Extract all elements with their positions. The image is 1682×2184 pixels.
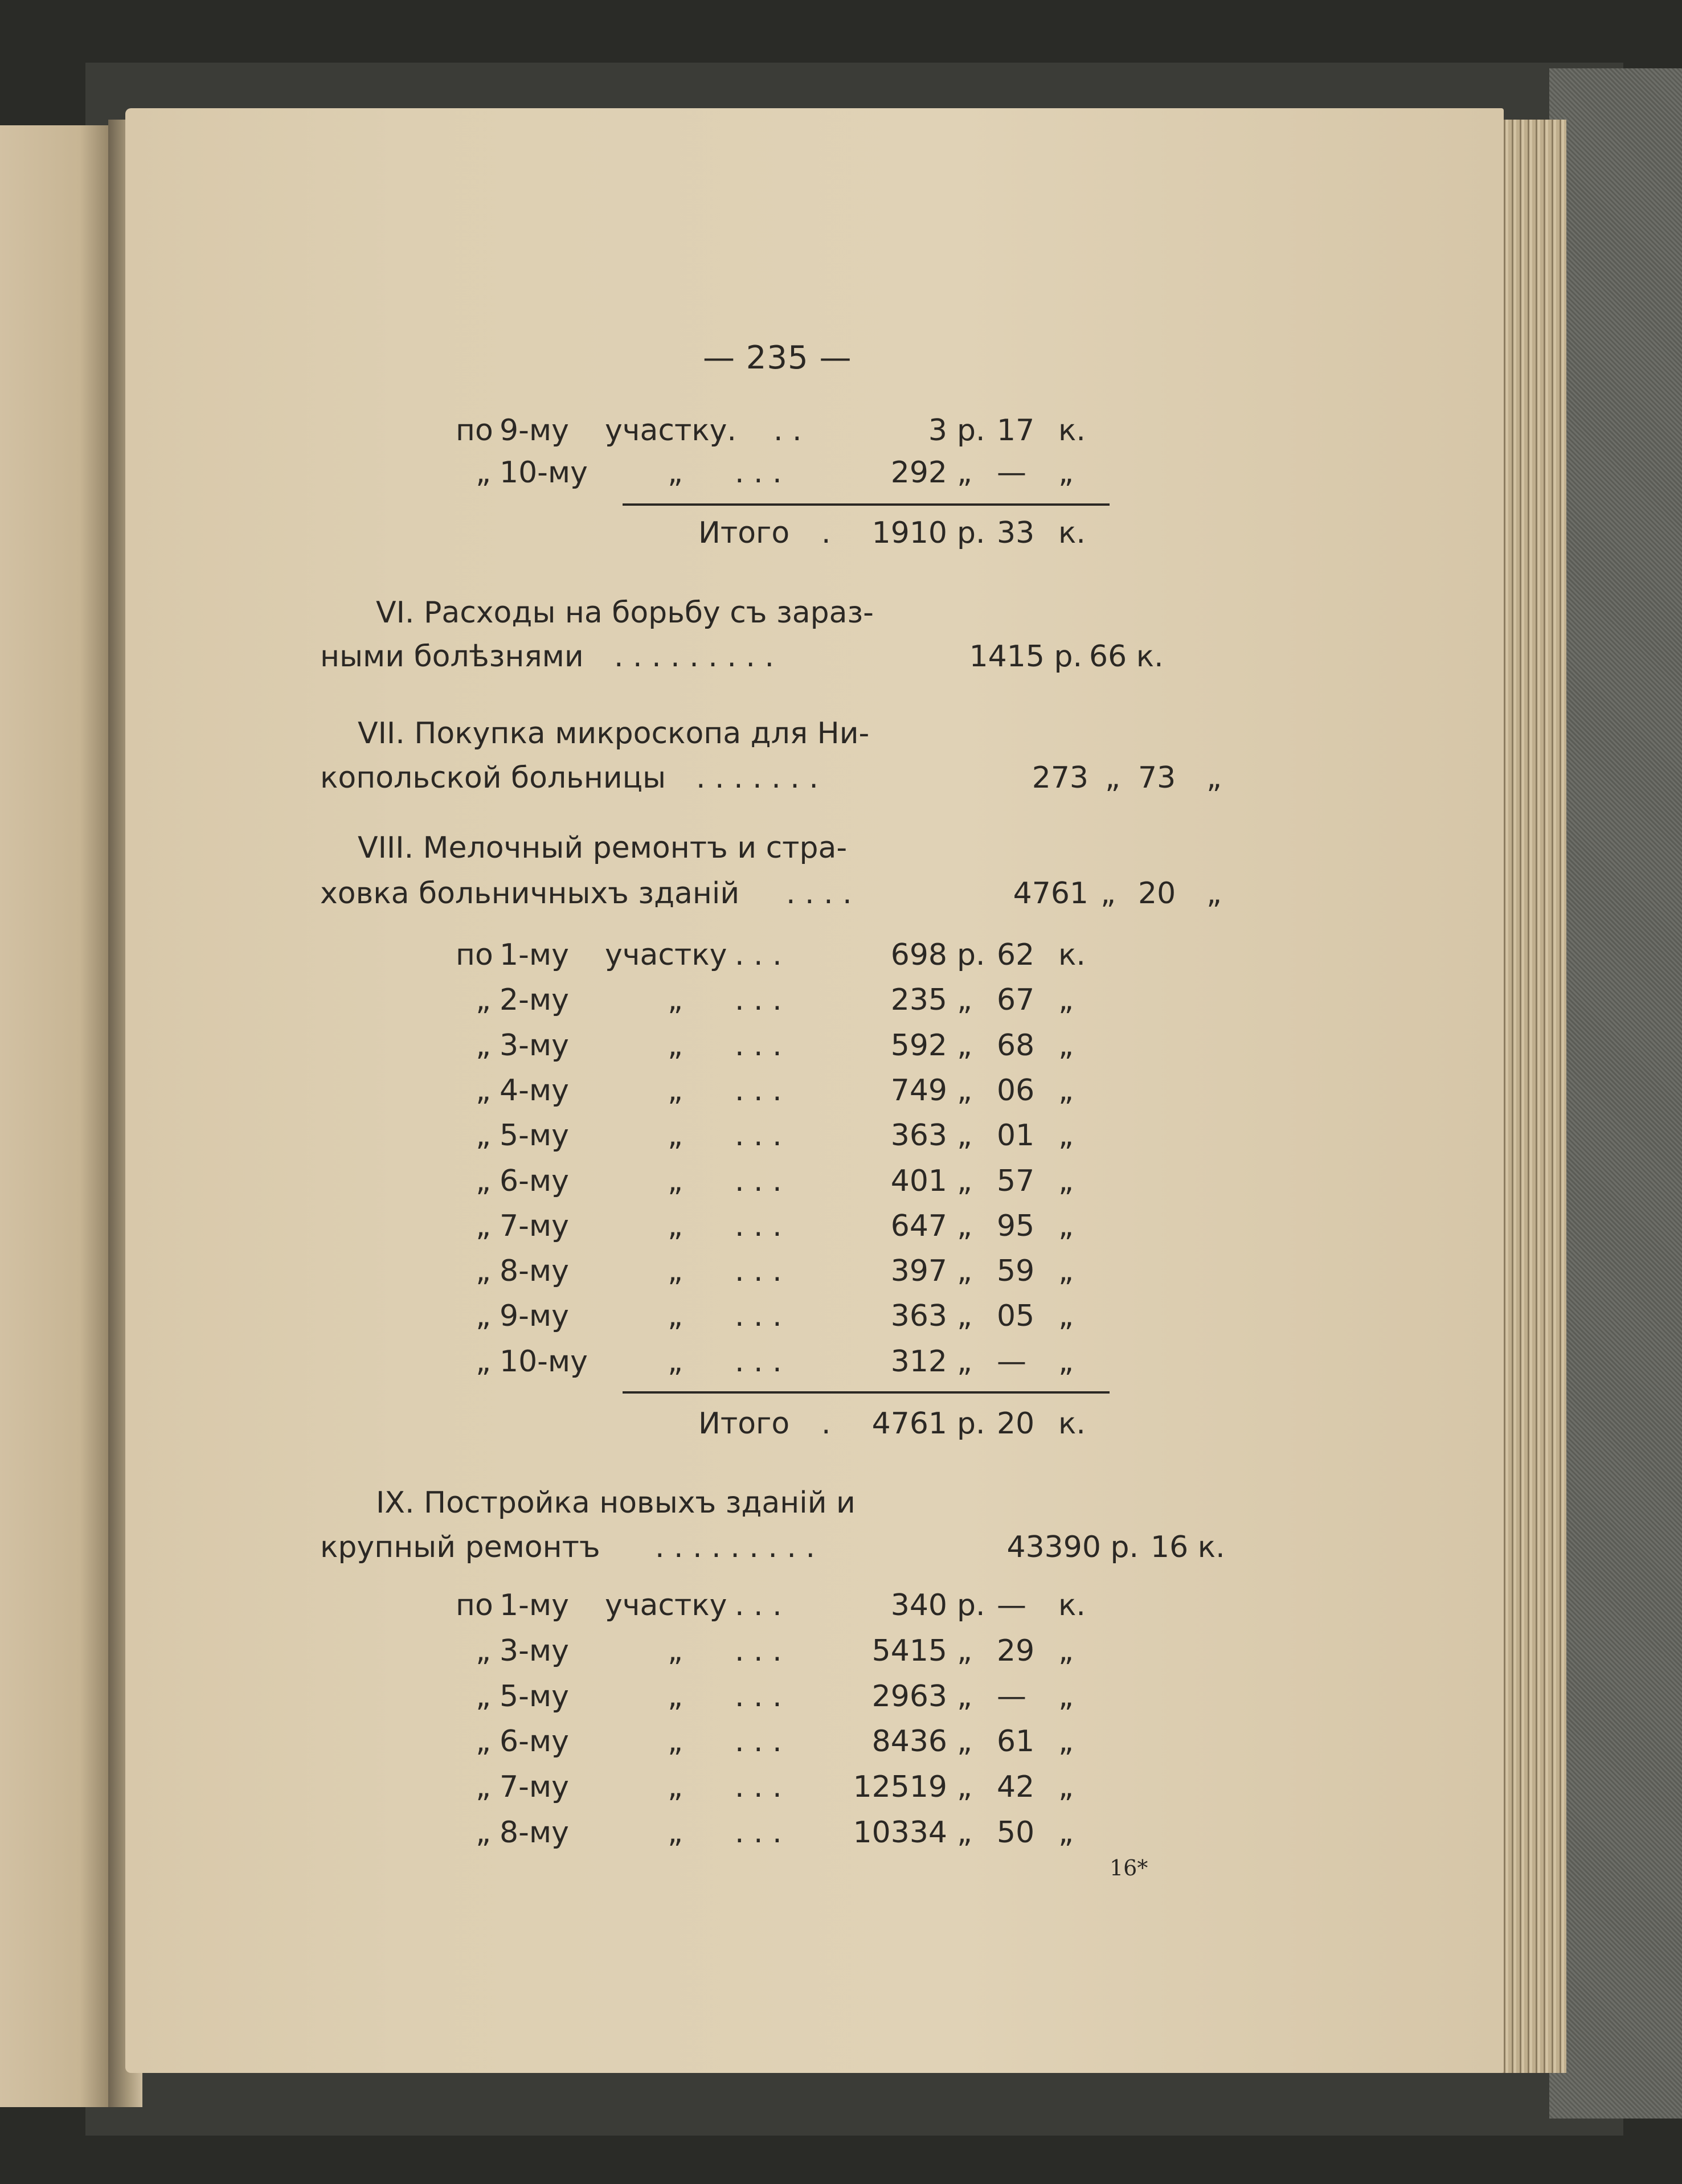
section-ix-title: крупный ремонтъ <box>320 1530 600 1564</box>
total-amount: 4761 <box>871 1407 947 1441</box>
row-kop-unit: „ <box>1058 1344 1074 1379</box>
row-rub: „ <box>957 1118 972 1153</box>
section-vii-dots: . . . . . . . <box>696 761 819 795</box>
section-vi-kop: 66 к. <box>1089 640 1164 674</box>
row-rub: „ <box>957 456 972 490</box>
row-rub: „ <box>957 1073 972 1108</box>
row-ditto: „ <box>668 1163 683 1198</box>
row-amount: 749 <box>890 1073 947 1108</box>
row-prefix: „ <box>476 1816 491 1850</box>
row-ditto: „ <box>668 1344 683 1379</box>
row-kop-unit: „ <box>1058 1633 1074 1668</box>
row-amount: 363 <box>890 1118 947 1153</box>
row-rub: р. <box>957 938 985 972</box>
row-kop: 95 <box>997 1208 1035 1243</box>
row-ditto: „ <box>668 1816 683 1850</box>
row-district: 5-му <box>500 1118 569 1153</box>
row-dots: . . . <box>735 1679 782 1714</box>
row-prefix: „ <box>476 1073 491 1108</box>
total-label: Итого <box>698 516 790 550</box>
section-ix-dots: . . . . . . . . . <box>655 1530 815 1564</box>
section-vi-dots: . . . . . . . . . <box>614 640 774 674</box>
row-kop: — <box>997 456 1026 490</box>
row-district: 8-му <box>500 1816 569 1850</box>
row-rub: „ <box>957 1724 972 1759</box>
total-rub: р. <box>957 516 985 550</box>
row-district: 2-му <box>500 983 569 1018</box>
section-vi-line2 <box>0 637 1682 677</box>
row-kop: 06 <box>997 1073 1035 1108</box>
row-ditto: „ <box>668 1724 683 1759</box>
section-vii-amount: 273 <box>1032 761 1088 795</box>
row-district: 3-му <box>500 1633 569 1668</box>
row-dots: . . . <box>735 1208 782 1243</box>
table-row <box>0 1678 1682 1715</box>
section-ix-line1: IX. Постройка новыхъ зданій и <box>376 1486 856 1520</box>
row-word: участку <box>605 938 727 972</box>
row-kop-unit: „ <box>1058 1299 1074 1334</box>
total-kop: 33 <box>997 516 1035 550</box>
row-district: 1-му <box>500 1588 569 1622</box>
row-amount: 647 <box>890 1208 947 1243</box>
row-dots: . . . <box>735 1028 782 1063</box>
row-rub: „ <box>957 1816 972 1850</box>
row-amount: 363 <box>890 1299 947 1334</box>
row-dots: . . . <box>735 938 782 972</box>
row-prefix: по <box>456 413 493 448</box>
section-vii-rub: „ <box>1105 761 1120 795</box>
row-amount: 312 <box>890 1344 947 1379</box>
section-vii-line1: VII. Покупка микроскопа для Ни- <box>358 716 870 751</box>
page-number: — 235 — <box>703 339 852 376</box>
row-rub: „ <box>957 1679 972 1714</box>
row-dots: . . . <box>735 1118 782 1153</box>
row-amount: 235 <box>890 983 947 1018</box>
row-dots: . . <box>774 413 802 448</box>
table-row <box>0 412 1682 449</box>
section-viii-kop: 20 <box>1138 876 1176 911</box>
row-rub: „ <box>957 1254 972 1289</box>
table-row <box>0 454 1682 491</box>
section-ix-line2 <box>0 1527 1682 1567</box>
row-district: 10-му <box>500 1344 588 1379</box>
table-row <box>0 1632 1682 1670</box>
row-district: 6-му <box>500 1163 569 1198</box>
row-prefix: по <box>456 938 493 972</box>
sum-rule <box>623 503 1110 506</box>
total-rub: р. <box>957 1407 985 1441</box>
section-viii-line2 <box>0 874 1682 913</box>
row-prefix: по <box>456 1588 493 1622</box>
table-row <box>0 1252 1682 1290</box>
row-prefix: „ <box>476 1299 491 1334</box>
row-district: 9-му <box>500 1299 569 1334</box>
row-rub: „ <box>957 1344 972 1379</box>
table-row <box>0 1297 1682 1335</box>
row-rub: „ <box>957 983 972 1018</box>
section-vi-line1: VI. Расходы на борьбу съ зараз- <box>376 596 874 630</box>
row-dots: . . . <box>735 1588 782 1622</box>
row-dots: . . . <box>735 1344 782 1379</box>
total-kop: 20 <box>997 1407 1035 1441</box>
table-row <box>0 1027 1682 1064</box>
table-row <box>0 981 1682 1019</box>
total-amount: 1910 <box>871 516 947 550</box>
row-district: 3-му <box>500 1028 569 1063</box>
section-vi-amount: 1415 р. <box>969 640 1082 674</box>
row-kop-unit: „ <box>1058 1118 1074 1153</box>
row-prefix: „ <box>476 1770 491 1805</box>
section-ix-amount: 43390 р. <box>1006 1530 1139 1564</box>
section-viii-title: ховка больничныхъ зданій <box>320 876 740 911</box>
row-amount: 10334 <box>853 1816 947 1850</box>
row-kop: 50 <box>997 1816 1035 1850</box>
section-vi-title: ными болѣзнями <box>320 640 584 674</box>
row-kop-unit: „ <box>1058 1208 1074 1243</box>
row-dots: . . . <box>735 1816 782 1850</box>
row-amount: 12519 <box>853 1770 947 1805</box>
table-row <box>0 1117 1682 1154</box>
row-ditto: „ <box>668 1073 683 1108</box>
row-prefix: „ <box>476 1724 491 1759</box>
row-amount: 3 <box>928 413 947 448</box>
row-district: 5-му <box>500 1679 569 1714</box>
row-kop: 57 <box>997 1163 1035 1198</box>
row-kop: — <box>997 1679 1026 1714</box>
row-kop: 42 <box>997 1770 1035 1805</box>
section-viii-rub: „ <box>1100 876 1116 911</box>
row-district: 7-му <box>500 1208 569 1243</box>
row-amount: 698 <box>890 938 947 972</box>
row-district: 6-му <box>500 1724 569 1759</box>
row-district: 9-му <box>500 413 569 448</box>
section-vii-kop-unit: „ <box>1206 761 1222 795</box>
section-vii-title: копольской больницы <box>320 761 666 795</box>
row-rub: „ <box>957 1028 972 1063</box>
total-row <box>0 514 1682 552</box>
row-kop: 68 <box>997 1028 1035 1063</box>
row-rub: „ <box>957 1770 972 1805</box>
row-amount: 397 <box>890 1254 947 1289</box>
row-dots: . . . <box>735 1770 782 1805</box>
section-viii-line1: VIII. Мелочный ремонтъ и стра- <box>358 831 848 865</box>
row-amount: 401 <box>890 1163 947 1198</box>
row-prefix: „ <box>476 1344 491 1379</box>
row-rub: „ <box>957 1208 972 1243</box>
row-dots: . . . <box>735 456 782 490</box>
row-dots: . . . <box>735 1299 782 1334</box>
row-prefix: „ <box>476 1118 491 1153</box>
sum-rule <box>623 1391 1110 1394</box>
row-kop-unit: „ <box>1058 1724 1074 1759</box>
row-prefix: „ <box>476 1679 491 1714</box>
row-dots: . . . <box>735 1254 782 1289</box>
row-kop-unit: „ <box>1058 1163 1074 1198</box>
row-district: 7-му <box>500 1770 569 1805</box>
total-dots: . <box>821 516 831 550</box>
row-kop: 67 <box>997 983 1035 1018</box>
total-row <box>0 1405 1682 1443</box>
section-viii-kop-unit: „ <box>1206 876 1222 911</box>
table-row <box>0 1162 1682 1200</box>
table-row <box>0 1768 1682 1806</box>
table-row <box>0 1587 1682 1624</box>
row-kop: 17 <box>997 413 1035 448</box>
row-amount: 592 <box>890 1028 947 1063</box>
row-dots: . . . <box>735 1724 782 1759</box>
row-district: 4-му <box>500 1073 569 1108</box>
row-ditto: „ <box>668 1633 683 1668</box>
row-district: 8-му <box>500 1254 569 1289</box>
row-dots: . . . <box>735 1163 782 1198</box>
section-viii-dots: . . . . <box>786 876 852 911</box>
row-rub: „ <box>957 1633 972 1668</box>
row-district: 1-му <box>500 938 569 972</box>
total-kop-unit: к. <box>1058 1407 1086 1441</box>
row-ditto: „ <box>668 983 683 1018</box>
row-prefix: „ <box>476 1633 491 1668</box>
row-kop-unit: к. <box>1058 938 1086 972</box>
row-kop-unit: „ <box>1058 1254 1074 1289</box>
row-prefix: „ <box>476 1208 491 1243</box>
row-kop-unit: „ <box>1058 1679 1074 1714</box>
row-kop-unit: „ <box>1058 1028 1074 1063</box>
total-kop-unit: к. <box>1058 516 1086 550</box>
row-rub: „ <box>957 1163 972 1198</box>
table-row <box>0 1207 1682 1245</box>
row-kop: 01 <box>997 1118 1035 1153</box>
row-dots: . . . <box>735 983 782 1018</box>
row-amount: 5415 <box>871 1633 947 1668</box>
row-kop: 62 <box>997 938 1035 972</box>
row-ditto: „ <box>668 1299 683 1334</box>
row-word: участку. <box>605 413 736 448</box>
row-kop-unit: „ <box>1058 983 1074 1018</box>
table-row <box>0 1723 1682 1760</box>
signature-mark: 16* <box>1110 1855 1148 1880</box>
row-amount: 2963 <box>871 1679 947 1714</box>
row-ditto: „ <box>668 1679 683 1714</box>
row-district: 10-му <box>500 456 588 490</box>
row-dots: . . . <box>735 1633 782 1668</box>
row-kop: 61 <box>997 1724 1035 1759</box>
table-row <box>0 1072 1682 1109</box>
row-kop-unit: „ <box>1058 1770 1074 1805</box>
row-rub: „ <box>957 1299 972 1334</box>
row-kop: 29 <box>997 1633 1035 1668</box>
row-prefix: „ <box>476 983 491 1018</box>
row-word: участку <box>605 1588 727 1622</box>
row-ditto: „ <box>668 1770 683 1805</box>
row-amount: 340 <box>890 1588 947 1622</box>
row-rub: р. <box>957 413 985 448</box>
row-kop-unit: к. <box>1058 413 1086 448</box>
row-dots: . . . <box>735 1073 782 1108</box>
row-amount: 292 <box>890 456 947 490</box>
row-prefix: „ <box>476 456 491 490</box>
table-row <box>0 1343 1682 1380</box>
section-vii-line2 <box>0 758 1682 798</box>
section-vii-kop: 73 <box>1138 761 1176 795</box>
row-ditto: „ <box>668 1208 683 1243</box>
row-ditto: „ <box>668 1118 683 1153</box>
row-kop: — <box>997 1344 1026 1379</box>
total-dots: . <box>821 1407 831 1441</box>
row-prefix: „ <box>476 1254 491 1289</box>
row-kop: — <box>997 1588 1026 1622</box>
row-kop-unit: „ <box>1058 1073 1074 1108</box>
row-kop-unit: „ <box>1058 1816 1074 1850</box>
row-kop-unit: к. <box>1058 1588 1086 1622</box>
row-prefix: „ <box>476 1028 491 1063</box>
table-row <box>0 1814 1682 1851</box>
row-ditto: „ <box>668 456 683 490</box>
section-ix-kop: 16 к. <box>1151 1530 1225 1564</box>
row-amount: 8436 <box>871 1724 947 1759</box>
table-row <box>0 936 1682 974</box>
row-kop: 05 <box>997 1299 1035 1334</box>
section-viii-amount: 4761 <box>1013 876 1088 911</box>
row-rub: р. <box>957 1588 985 1622</box>
row-prefix: „ <box>476 1163 491 1198</box>
row-kop: 59 <box>997 1254 1035 1289</box>
row-kop-unit: „ <box>1058 456 1074 490</box>
row-ditto: „ <box>668 1254 683 1289</box>
row-ditto: „ <box>668 1028 683 1063</box>
total-label: Итого <box>698 1407 790 1441</box>
